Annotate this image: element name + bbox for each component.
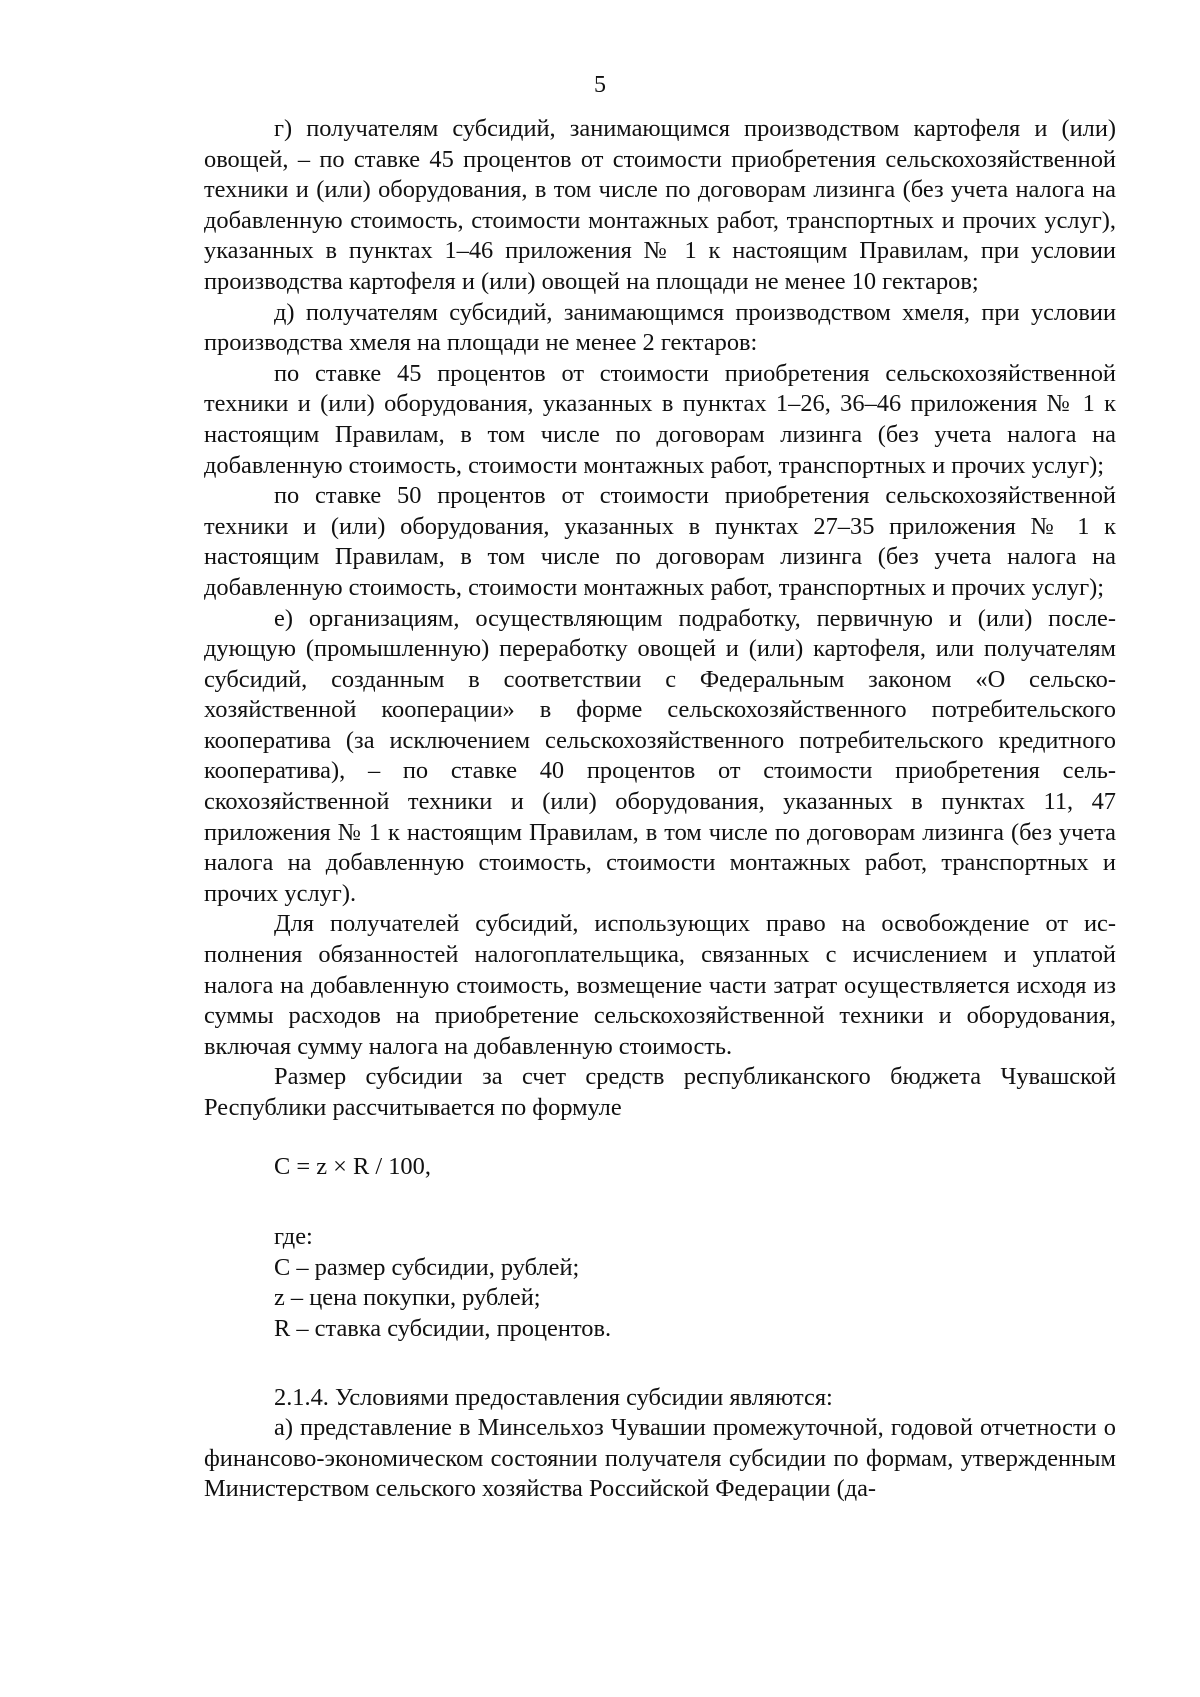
page-number: 5 [594,72,606,98]
definitions-where: где: [274,1223,313,1251]
formula-definitions [204,1222,1116,1344]
paragraph-rate-45: по ставке 45 процентов от стоимости приобретения сельскохозяйственной техники и (или) оборудования, указанных в пунктах 1–26, 36–46 приложения № 1 к настоящим Правилам, в том числе по договорам лизинга (без учета налога на добавленную стоимость, стоимости монтажных работ, транспортных и прочих услуг); [204,359,1116,479]
definition-c: C – размер субсидии, рублей; [274,1253,580,1281]
paragraph-rate-50: по ставке 50 процентов от стоимости приобретения сельскохозяйственной техники и (или) оборудования, указанных в пунктах 27–35 приложения № 1 к настоящим Правилам, в том числе по договорам лизинга (без учета налога на добавленную стоимость, стоимости монтажных работ, транспортных и прочих услуг); [204,482,1116,601]
paragraph-e: е) организациям, осуществляющим подработку, первичную и (или) последующую (промышленную) переработку овощей и (или) картофеля, или получателям субсидий, созданным в соответствии с Федеральным законом «О сельскохозяйственной кооперации» в форме сельскохозяйственного потребительского кооператива (за исключением сельскохозяйственного потребительского кредитного кооператива), – по ставке 40 процентов от стоимости приобретения сельскохозяйственной техники и (или) оборудования, указанных в пунктах 11, 47 приложения № 1 к настоящим Правилам, в том числе по договорам лизинга (без учета налога на добавленную стоимость, стоимости монтажных работ, транспортных и прочих услуг). [204,604,1116,907]
paragraph-vat-exempt: Для получателей субсидий, использующих право на освобождение от исполнения обязанностей налогоплательщика, связанных с исчислением и уплатой налога на добавленную стоимость, возмещение части затрат осуществляется исходя из суммы расходов на приобретение сельскохозяйственной техники и оборудования, включая сумму налога на добавленную стоимость. [204,910,1116,1060]
body-text [204,114,1116,1505]
paragraph-g: г) получателям субсидий, занимающимся производством картофеля и (или) овощей, – по ставке 45 процентов от стоимости приобретения сельскохозяйственной техники и (или) оборудования, в том числе по договорам лизинга (без учета налога на добавленную стоимость, стоимости монтажных работ, транспортных и прочих услуг), указанных в пунктах 1–46 приложения № 1 к настоящим Правилам, при условии производства картофеля и (или) овощей на площади не менее 10 гектаров; [204,115,1116,295]
paragraph-subsidy-size: Размер субсидии за счет средств республиканского бюджета Чувашской Республики рассчитывается по формуле [204,1063,1116,1121]
definition-r: R – ставка субсидии, процентов. [274,1314,612,1342]
paragraph-d: д) получателям субсидий, занимающимся производством хмеля, при условии производства хмеля на площади не менее 2 гектаров: [204,298,1116,357]
formula: C = z × R / 100, [274,1152,431,1180]
section-heading-2-1-4: 2.1.4. Условиями предоставления субсидии являются: [274,1383,833,1411]
definition-z: z – цена покупки, рублей; [274,1284,541,1312]
section-item-a: а) представление в Минсельхоз Чувашии промежуточной, годовой отчетности о финансово-экономическом состоянии получателя субсидии по формам, утвержденным Министерством сельского хозяйства Российской Федерации (да- [204,1414,1116,1503]
